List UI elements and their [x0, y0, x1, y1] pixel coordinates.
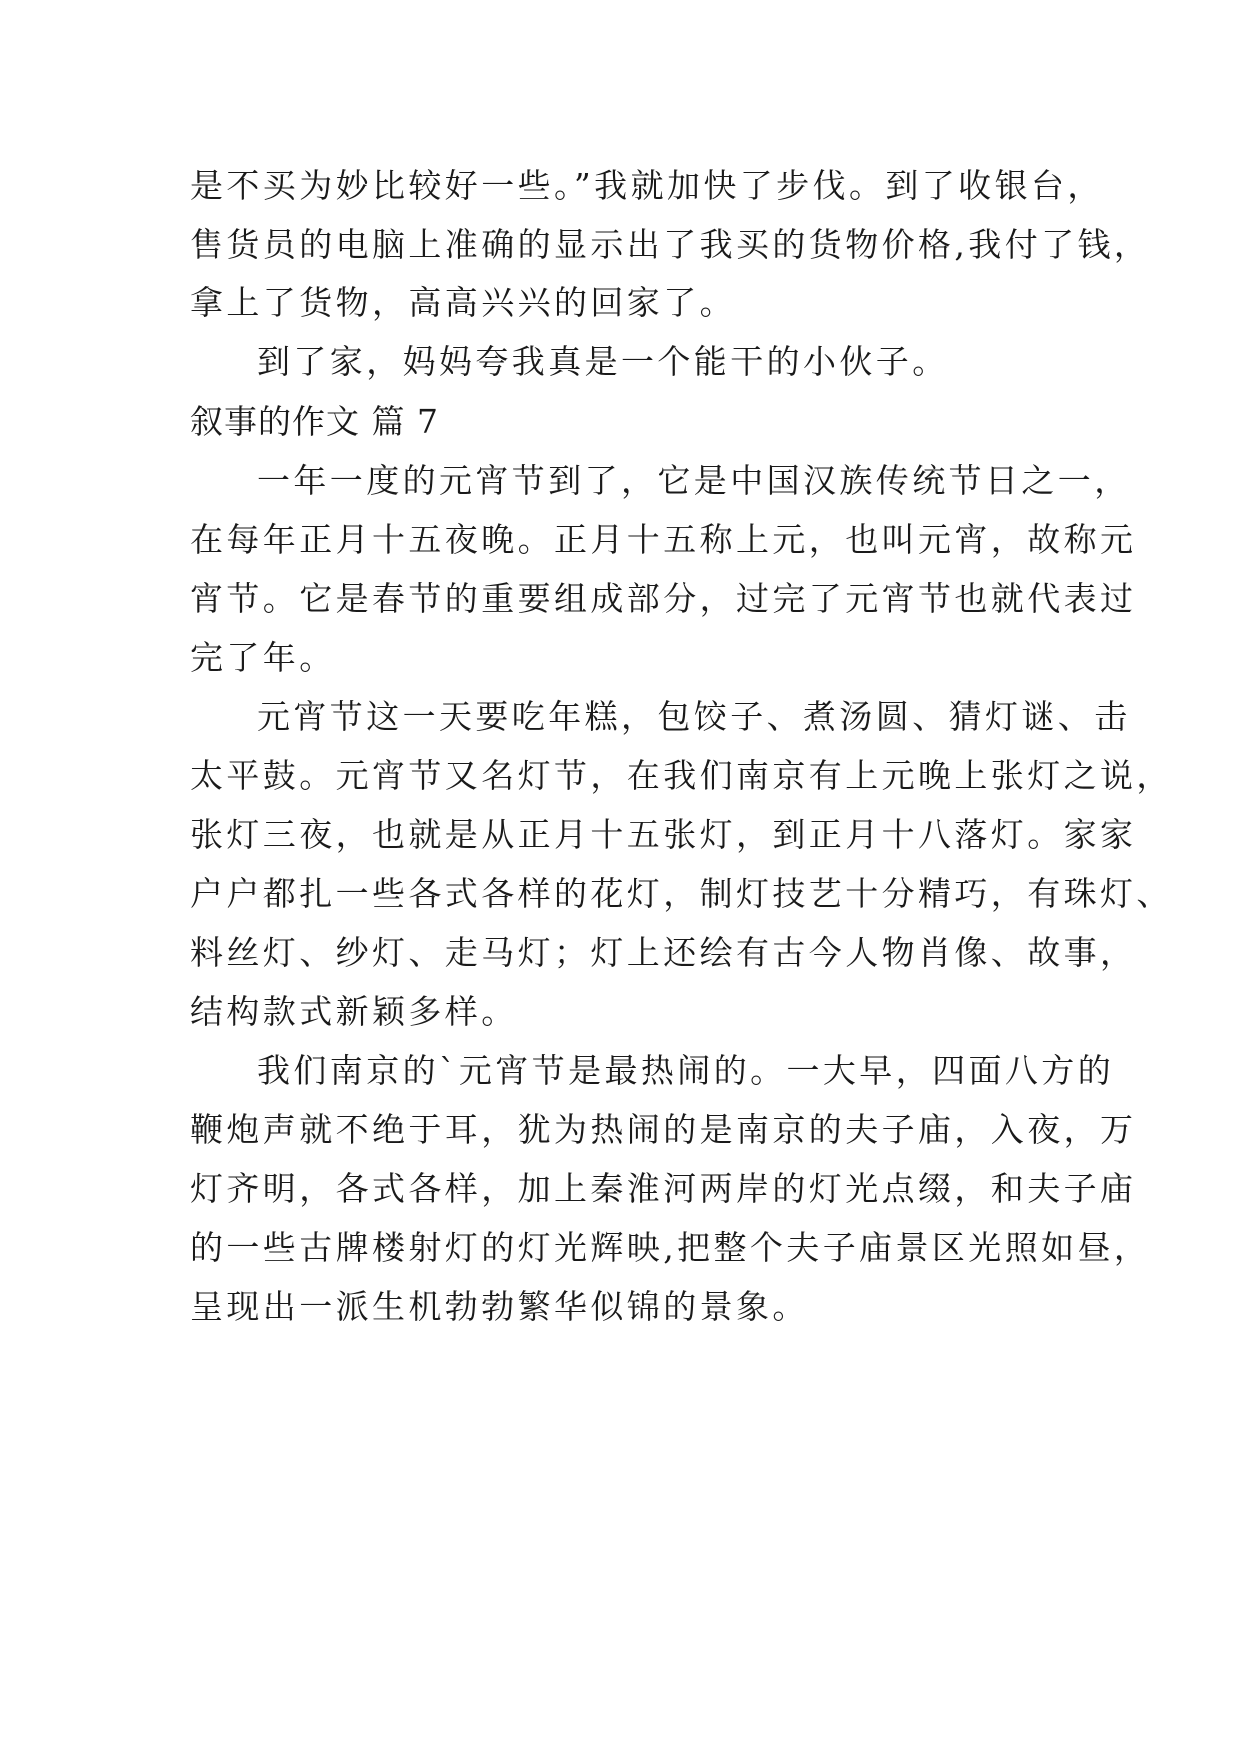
paragraph-line: 结构款式新颖多样。 [190, 992, 518, 1031]
paragraph-line: 我们南京的`元宵节是最热闹的。一大早，四面八方的 [257, 1051, 1115, 1090]
paragraph-line: 料丝灯、纱灯、走马灯；灯上还绘有古今人物肖像、故事， [190, 933, 1137, 972]
paragraph-line: 在每年正月十五夜晚。正月十五称上元，也叫元宵，故称元 [190, 520, 1137, 559]
paragraph-line: 灯齐明，各式各样，加上秦淮河两岸的灯光点缀，和夫子庙 [190, 1169, 1137, 1208]
paragraph-line: 完了年。 [190, 638, 336, 677]
paragraph-line: 太平鼓。元宵节又名灯节，在我们南京有上元晚上张灯之说， [190, 756, 1173, 795]
paragraph-line: 到了家，妈妈夸我真是一个能干的小伙子。 [257, 342, 949, 381]
paragraph-line: 是不买为妙比较好一些。”我就加快了步伐。到了收银台， [190, 166, 1104, 205]
paragraph-line: 拿上了货物，高高兴兴的回家了。 [190, 283, 736, 322]
paragraph-line: 户户都扎一些各式各样的花灯，制灯技艺十分精巧，有珠灯、 [190, 874, 1173, 913]
paragraph-line: 宵节。它是春节的重要组成部分，过完了元宵节也就代表过 [190, 579, 1137, 618]
paragraph-line: 张灯三夜，也就是从正月十五张灯，到正月十八落灯。家家 [190, 815, 1137, 854]
section-heading: 叙事的作文 篇 7 [190, 402, 439, 441]
paragraph-line: 元宵节这一天要吃年糕，包饺子、煮汤圆、猜灯谜、击 [257, 697, 1131, 736]
paragraph-line: 鞭炮声就不绝于耳，犹为热闹的是南京的夫子庙，入夜，万 [190, 1110, 1137, 1149]
paragraph-line: 的一些古牌楼射灯的灯光辉映,把整个夫子庙景区光照如昼， [190, 1228, 1151, 1267]
paragraph-line: 售货员的电脑上准确的显示出了我买的货物价格,我付了钱， [190, 225, 1151, 264]
paragraph-line: 一年一度的元宵节到了，它是中国汉族传统节日之一， [257, 461, 1131, 500]
paragraph-line: 呈现出一派生机勃勃繁华似锦的景象。 [190, 1287, 809, 1326]
